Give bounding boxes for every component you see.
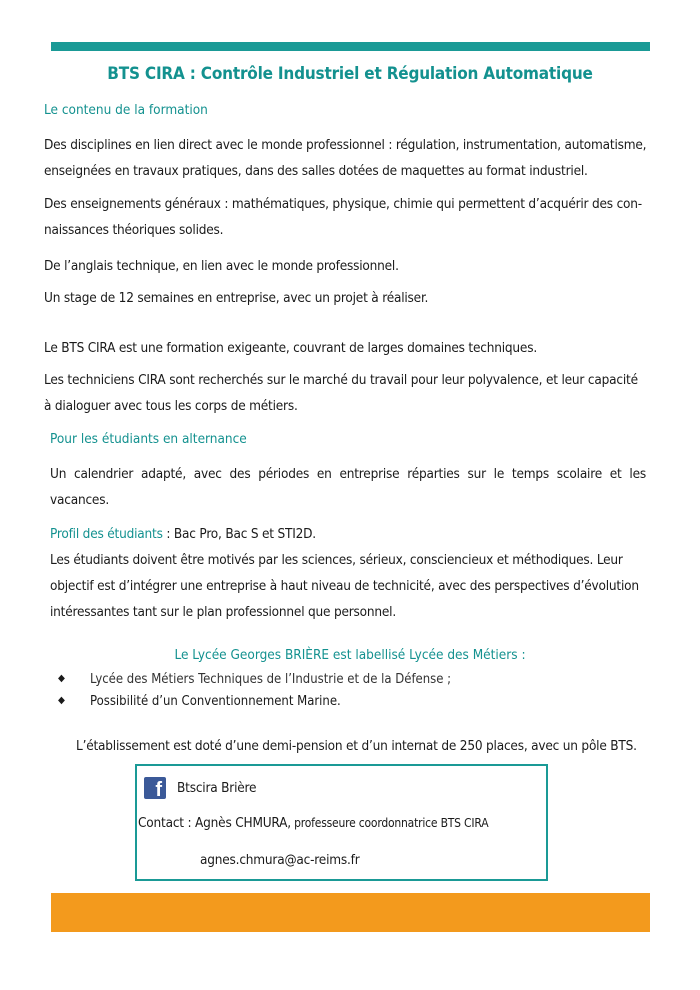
diamond-bullet-icon: ◆ [58,673,65,684]
facebook-icon[interactable]: f [144,777,166,799]
paragraph-etablissement: L’établissement est doté d’une demi-pension et d’un internat de 250 places, avec un pôle BTS. [76,738,637,754]
facebook-page-name[interactable]: Btscira Brière [177,780,257,796]
section-heading-contenu: Le contenu de la formation [44,102,208,118]
paragraph-techniciens [44,367,638,419]
profil-heading: Profil des étudiants [50,526,163,542]
top-teal-bar [51,42,650,51]
paragraph-stage: Un stage de 12 semaines en entreprise, avec un projet à réaliser. [44,290,429,306]
contact-box [135,764,548,881]
section-heading-alternance: Pour les étudiants en alternance [50,431,247,447]
profil-value: : Bac Pro, Bac S et STI2D. [162,526,316,542]
label-heading: Le Lycée Georges BRIÈRE est labellisé Lycée des Métiers : [174,647,526,663]
text-line: Les étudiants doivent être motivés par les sciences, sérieux, consciencieux et méthodiques. Leur [50,552,623,568]
text-line: objectif est d’intégrer une entreprise à haut niveau de technicité, avec des perspectives d’évolution [50,578,639,594]
text-line: intéressantes tant sur le plan professionnel que personnel. [50,604,397,620]
text-line: Un calendrier adapté, avec des périodes en entreprise réparties sur le temps scolaire et les [50,466,646,482]
contact-role: professeure coordonnatrice BTS CIRA [290,816,489,830]
list-item-text: Possibilité d’un Conventionnement Marine. [90,694,341,709]
text-line: Les techniciens CIRA sont recherchés sur le marché du travail pour leur polyvalence, et leur capacité [44,372,638,388]
text-line: à dialoguer avec tous les corps de métiers. [44,398,298,414]
text-line: vacances. [50,492,109,508]
list-item-text: Lycée des Métiers Techniques de l’Industrie et de la Défense ; [90,672,452,687]
contact-email[interactable]: agnes.chmura@ac-reims.fr [200,852,360,868]
contact-name: Contact : Agnès CHMURA, [138,815,291,831]
text-line: enseignées en travaux pratiques, dans des salles dotées de maquettes au format industriel. [44,163,588,179]
profil-line [50,521,639,547]
text-line: Des disciplines en lien direct avec le monde professionnel : régulation, instrumentation, automatisme, [44,137,647,153]
text-line: naissances théoriques solides. [44,222,224,238]
paragraph-profil [50,521,639,625]
paragraph-disciplines [44,132,646,184]
paragraph-calendrier [50,461,646,513]
contact-line [138,810,488,836]
bottom-orange-bar [51,893,650,932]
diamond-bullet-icon: ◆ [58,695,65,706]
paragraph-anglais: De l’anglais technique, en lien avec le monde professionnel. [44,258,399,274]
paragraph-enseignements [44,191,642,243]
text-line: Des enseignements généraux : mathématiques, physique, chimie qui permettent d’acquérir des con- [44,196,642,212]
page-title: BTS CIRA : Contrôle Industriel et Régulation Automatique [107,64,593,84]
paragraph-exigeante: Le BTS CIRA est une formation exigeante, couvrant de larges domaines techniques. [44,340,537,356]
